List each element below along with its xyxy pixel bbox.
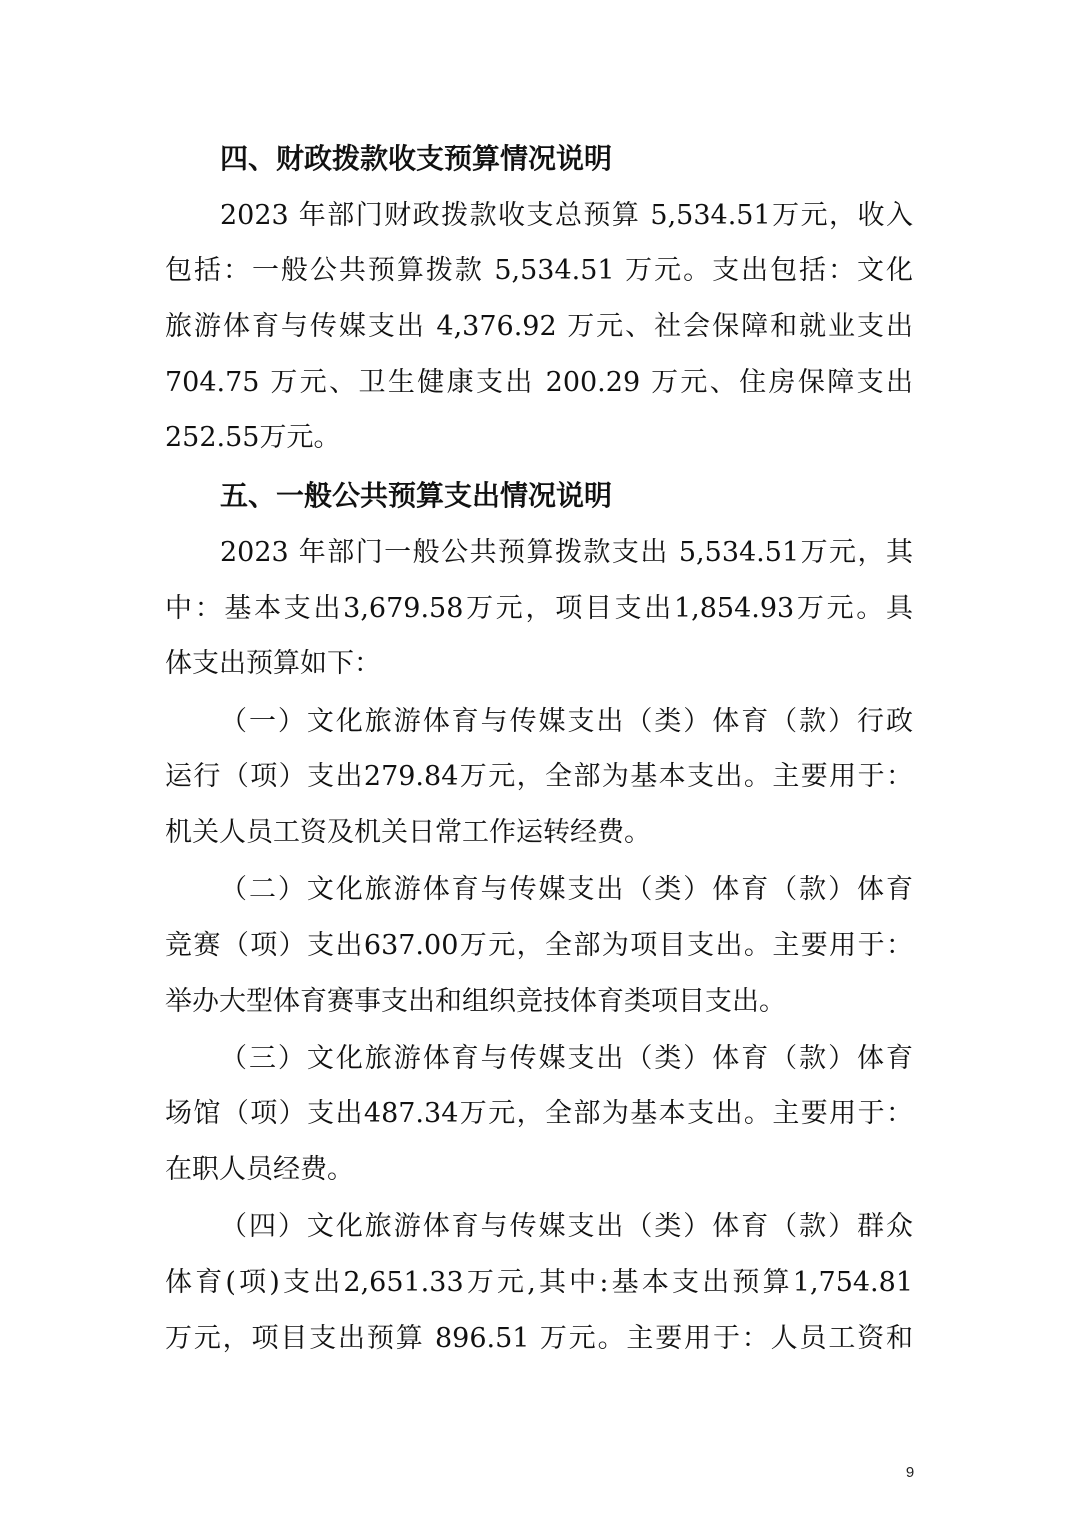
paragraph-line: 2023 年部门财政拨款收支总预算 5,534.51万元，收入 (220, 200, 913, 231)
item-line: 体育(项)支出2,651.33万元,其中:基本支出预算1,754.81 (165, 1267, 913, 1298)
paragraph-line: 包括：一般公共预算拨款 5,534.51 万元。支出包括：文化 (165, 255, 913, 286)
item-line: 机关人员工资及机关日常工作运转经费。 (165, 817, 651, 848)
section-heading: 四、财政拨款收支预算情况说明 (220, 142, 613, 175)
paragraph-line: 中：基本支出3,679.58万元，项目支出1,854.93万元。具 (165, 593, 913, 624)
item-line: 运行（项）支出279.84万元，全部为基本支出。主要用于： (165, 761, 913, 792)
paragraph-line: 2023 年部门一般公共预算拨款支出 5,534.51万元，其 (220, 537, 913, 568)
item-line: 场馆（项）支出487.34万元，全部为基本支出。主要用于： (165, 1098, 913, 1129)
item-line: （四）文化旅游体育与传媒支出（类）体育（款）群众 (220, 1211, 913, 1242)
item-line: （三）文化旅游体育与传媒支出（类）体育（款）体育 (220, 1043, 913, 1074)
paragraph-line: 旅游体育与传媒支出 4,376.92 万元、社会保障和就业支出 (165, 311, 913, 342)
item-line: 举办大型体育赛事支出和组织竞技体育类项目支出。 (165, 986, 786, 1017)
item-line: （二）文化旅游体育与传媒支出（类）体育（款）体育 (220, 874, 913, 905)
paragraph-line: 252.55万元。 (165, 422, 341, 453)
item-line: 在职人员经费。 (165, 1154, 354, 1185)
page-number: 9 (905, 1464, 915, 1481)
item-line: 竞赛（项）支出637.00万元，全部为项目支出。主要用于： (165, 930, 913, 961)
item-line: （一）文化旅游体育与传媒支出（类）体育（款）行政 (220, 706, 913, 737)
section-heading: 五、一般公共预算支出情况说明 (220, 479, 613, 512)
item-line: 万元，项目支出预算 896.51 万元。主要用于：人员工资和 (165, 1323, 913, 1354)
paragraph-line: 体支出预算如下： (165, 648, 381, 679)
paragraph-line: 704.75 万元、卫生健康支出 200.29 万元、住房保障支出 (165, 367, 913, 398)
